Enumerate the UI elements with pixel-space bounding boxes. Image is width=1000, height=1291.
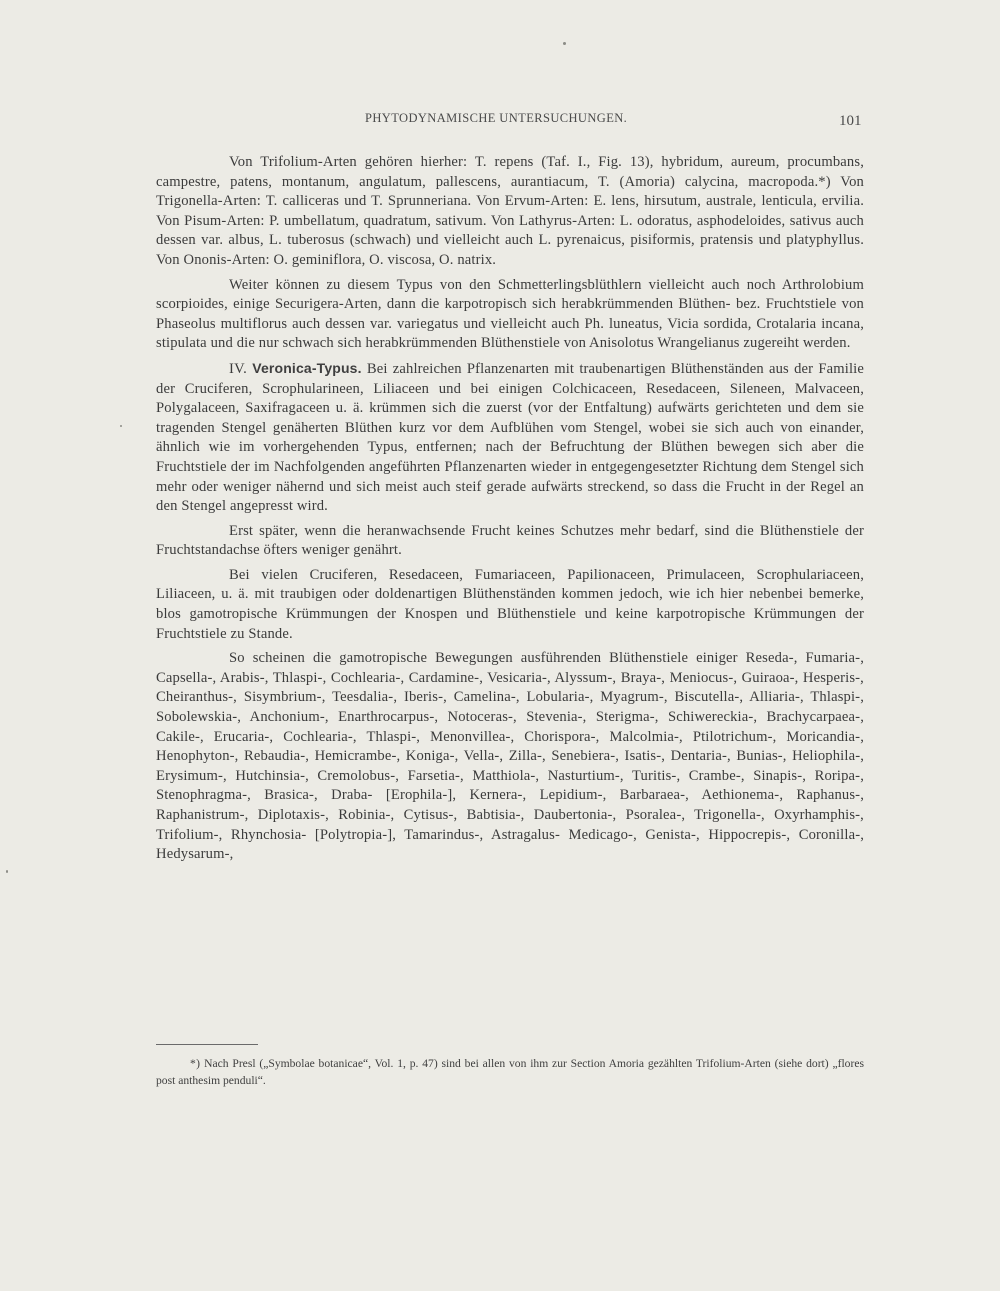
paragraph-bei-vielen: Bei vielen Cruciferen, Resedaceen, Fumariaceen, Papilionaceen, Primulaceen, Scrophulariaceen, Liliaceen, u. ä. mit traubigen oder doldenartigen Blüthenständen kommen jedoch, wie ich hier nebenbei bemerke, blos gamotropische Krümmungen der Knospen und Blüthenstiele und keine karpotropische Krümmungen der Fruchtstiele zu Stande. [156, 566, 864, 642]
body-text [156, 153, 864, 865]
page-number: 101 [839, 113, 862, 129]
paper-speck [563, 42, 566, 45]
footnote-text [156, 1055, 864, 1089]
paragraph-so-scheinen: So scheinen die gamotropische Bewegungen ausführenden Blüthenstiele einiger Reseda-, Fumaria-, Capsella-, Arabis-, Thlaspi-, Cochlearia-, Cardamine-, Vesicaria-, Alyssum-, Braya-, Meniocus-, Guiraoa-, Hesperis-, Cheiranthus-, Sisymbrium-, Teesdalia-, Iberis-, Camelina-, Lobularia-, Myagrum-, Biscutella-, Alliaria-, Thlaspi-, Sobolewskia-, Anchonium-, Enarthrocarpus-, Notoceras-, Stevenia-, Sterigma-, Schiwereckia-, Brachycarpaea-, Cakile-, Erucaria-, Cochlearia-, Thlaspi-, Menonvillea-, Chorispora-, Malcolmia-, Ptilotrichum-, Moricandia-, Henophyton-, Rebaudia-, Hemicrambe-, Koniga-, Vella-, Zilla-, Senebiera-, Isatis-, Dentaria-, Bunias-, Heliophila-, Erysimum-, Hutchinsia-, Cremolobus-, Farsetia-, Matthiola-, Nasturtium-, Turitis-, Crambe-, Sinapis-, Roripa-, Stenophragma-, Brasica-, Draba- [Erophila-], Kernera-, Lepidium-, Barbaraea-, Aethionema-, Raphanus-, Raphanistrum-, Diplotaxis-, Robinia-, Cytisus-, Babtisia-, Daubertonia-, Psoralea-, Trigonella-, Oxyrhamphis-, Trifolium-, Rhynchosia- [Polytropia-], Tamarindus-, Astragalus- Medicago-, Genista-, Hippocrepis-, Coronilla-, Hedysarum-, [156, 650, 864, 863]
running-head [0, 111, 1000, 131]
paper-speck [120, 425, 122, 427]
footnote [156, 1055, 864, 1089]
paragraph-weiter: Weiter können zu diesem Typus von den Schmetterlingsblüthlern vielleicht auch noch Arthrolobium scorpioides, einige Securigera-Arten, dann die karpotropisch sich herabkrümmenden Blüthen- bez. Fruchtstiele von Phaseolus multiflorus auch dessen var. variegatus und vielleicht auch Ph. luneatus, Vicia sordida, Crotalaria incana, stipulata und die nur schwach sich herabkrümmenden Blüthenstiele von Anisolotus Wrangelianus zugereiht werden. [156, 276, 864, 352]
section-body: Bei zahlreichen Pflanzenarten mit traubenartigen Blüthenständen aus der Familie der Cruciferen, Scrophularineen, Liliaceen und bei einigen Colchicaceen, Resedaceen, Sileneen, Malvaceen, Polygalaceen, Saxifragaceen u. ä. krümmen sich die zuerst (vor der Entfaltung) aufwärts gerichteten und dem sie tragenden Stengel genäherten Blüthen kurz vor dem Aufblühen vom Stengel, wobei sie sich auch von einander, ähnlich wie im vorhergehenden Typus, entfernen; nach der Befruchtung der Blüthen bewegen sich aber die Fruchtstiele der im Nachfolgenden angeführten Pflanzenarten wieder in entgegengesetzter Richtung dem Stengel sich mehr oder weniger nähernd und sich meist auch steif gerade aufwärts streckend, so dass die Frucht in der Regel an den Stengel angepresst wird. [156, 360, 864, 515]
footnote-body: Nach Presl („Symbolae botanicae“, Vol. 1, p. 47) sind bei allen von ihm zur Section Amoria gezählten Trifolium-Arten (siehe dort) „flores post anthesim penduli“. [156, 1057, 864, 1087]
paragraph-veronica-typus [156, 359, 864, 517]
paper-speck [6, 870, 8, 873]
footnote-marker: *) [190, 1057, 201, 1070]
section-number: IV. [229, 360, 248, 377]
running-title: PHYTODYNAMISCHE UNTERSUCHUNGEN. [365, 111, 628, 125]
paragraph-trifolium: Von Trifolium-Arten gehören hierher: T. repens (Taf. I., Fig. 13), hybridum, aureum, procumbans, campestre, patens, montanum, angulatum, pallescens, aurantiacum, T. (Amoria) calycina, macropoda.*) Von Trigonella-Arten: T. calliceras und T. Sprunneriana. Von Ervum-Arten: E. lens, hirsutum, australe, lenticula, ervilia. Von Pisum-Arten: P. umbellatum, quadratum, sativum. Von Lathyrus-Arten: L. odoratus, asphodeloides, sativus auch dessen var. albus, L. tuberosus (schwach) und vielleicht auch L. pyrenaicus, pisiformis, pratensis und platyphyllus. Von Ononis-Arten: O. geminiflora, O. viscosa, O. natrix. [156, 154, 864, 268]
section-heading: Veronica-Typus. [252, 359, 362, 376]
paragraph-erst-spaeter: Erst später, wenn die heranwachsende Frucht keines Schutzes mehr bedarf, sind die Blüthenstiele der Fruchtstandachse öfters weniger genährt. [156, 522, 864, 559]
footnote-rule [156, 1044, 258, 1045]
